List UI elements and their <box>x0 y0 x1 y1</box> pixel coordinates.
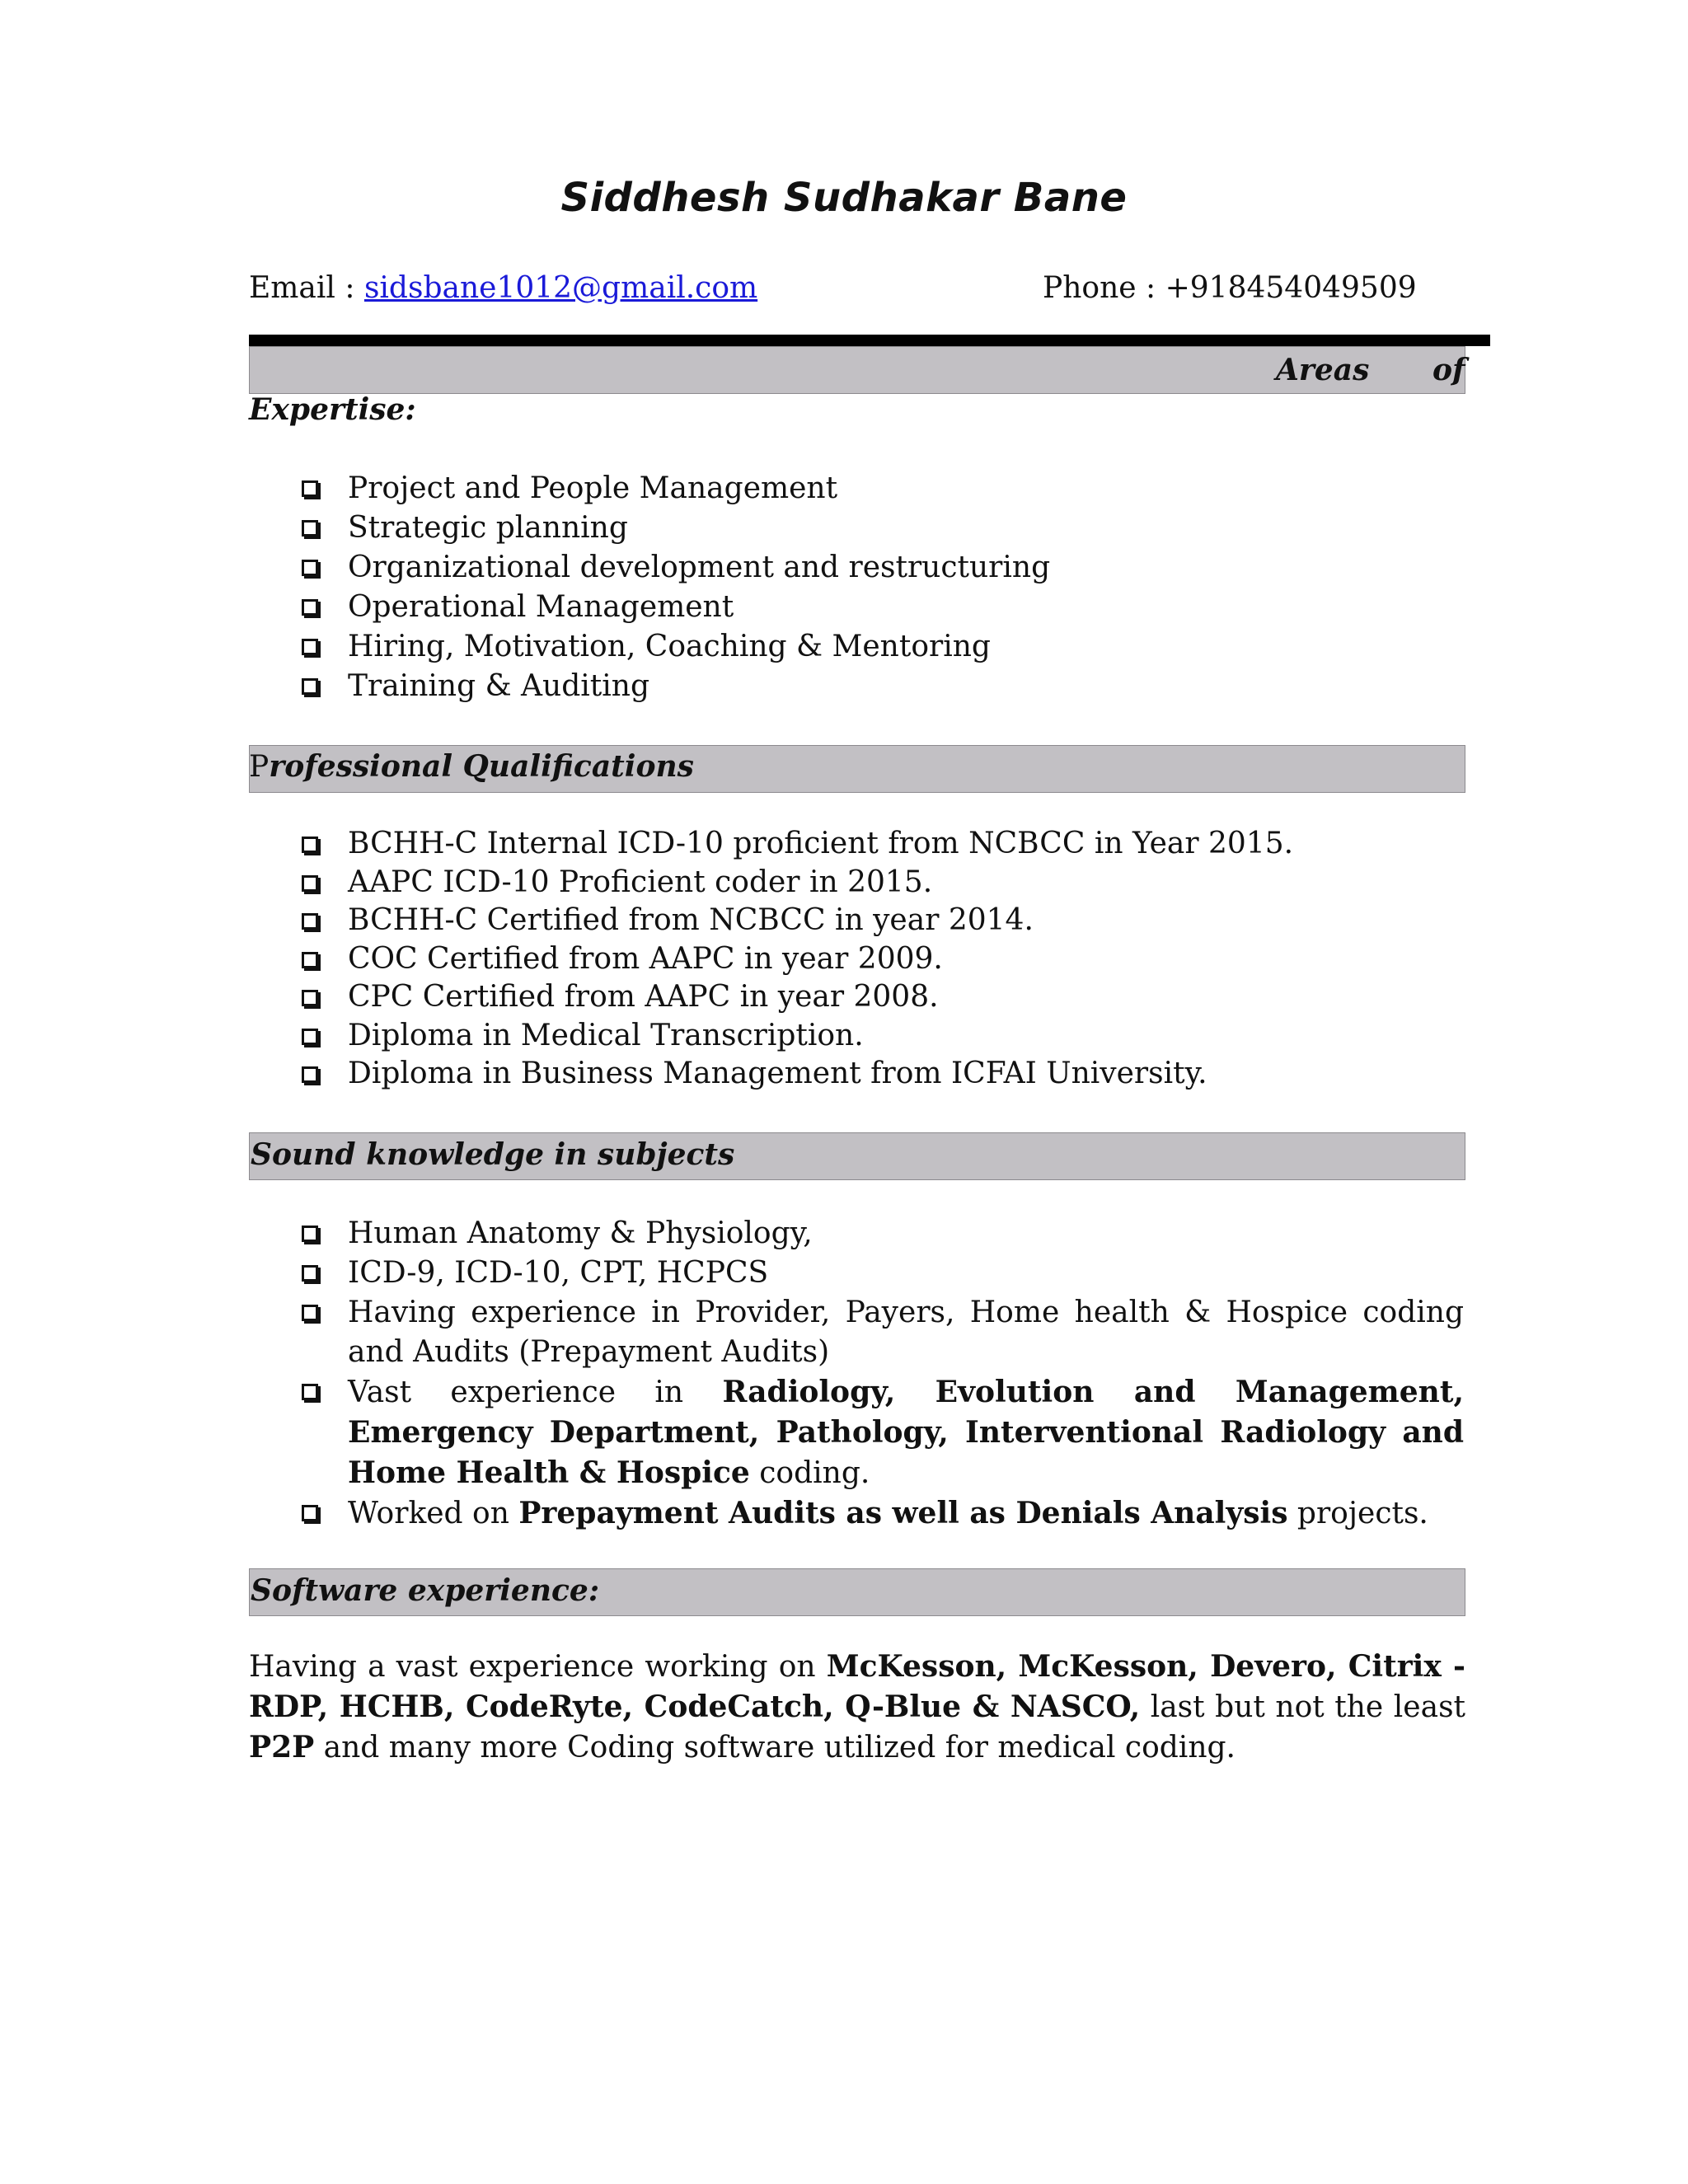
list-item: Hiring, Motivation, Coaching & Mentoring <box>298 627 1464 667</box>
header-divider <box>249 335 1490 346</box>
list-item: CPC Certified from AAPC in year 2008. <box>298 978 1464 1017</box>
email-link[interactable]: sidsbane1012@gmail.com <box>363 271 758 305</box>
checkbox-bullet-icon <box>302 837 318 853</box>
checkbox-bullet-icon <box>302 1265 318 1282</box>
phone-label: Phone : <box>1043 271 1156 305</box>
checkbox-bullet-icon <box>302 1066 318 1083</box>
list-item: Human Anatomy & Physiology, <box>298 1214 1464 1254</box>
checkbox-bullet-icon <box>302 1305 318 1321</box>
checkbox-bullet-icon <box>302 990 318 1006</box>
list-item: Diploma in Business Management from ICFAI University. <box>298 1055 1464 1094</box>
expertise-title-areas: Areas <box>1276 353 1370 387</box>
list-item: Training & Auditing <box>298 667 1464 706</box>
expertise-title-of: of <box>1432 353 1465 387</box>
software-paragraph: Having a vast experience working on McKesson, McKesson, Devero, Citrix - RDP, HCHB, CodeRyte, CodeCatch, Q-Blue & NASCO, last but not the least P2P and many more Coding software utilized for medical coding. <box>249 1649 1466 1765</box>
checkbox-bullet-icon <box>302 1029 318 1045</box>
checkbox-bullet-icon <box>302 1384 318 1400</box>
list-item: Strategic planning <box>298 509 1464 548</box>
list-item: Worked on Prepayment Audits as well as Denials Analysis projects. <box>298 1493 1464 1534</box>
checkbox-bullet-icon <box>302 913 318 930</box>
email-label: Email : <box>249 271 355 305</box>
knowledge-list <box>298 1214 1464 1534</box>
list-item: BCHH-C Internal ICD-10 proficient from NCBCC in Year 2015. <box>298 825 1464 864</box>
checkbox-bullet-icon <box>302 1226 318 1242</box>
phone-line <box>1043 269 1417 308</box>
list-item: Vast experience in Radiology, Evolution and Management, Emergency Department, Pathology, Interventional Radiology and Home Health & Hospice coding. <box>298 1372 1464 1493</box>
knowledge-title: Sound knowledge in subjects <box>251 1137 735 1172</box>
checkbox-bullet-icon <box>302 875 318 892</box>
qualifications-title: Professional Qualifications <box>249 749 694 784</box>
phone-number: +918454049509 <box>1165 271 1417 305</box>
list-item: Operational Management <box>298 588 1464 627</box>
software-title: Software experience: <box>251 1573 600 1608</box>
list-item: Project and People Management <box>298 469 1464 509</box>
checkbox-bullet-icon <box>302 952 318 968</box>
checkbox-bullet-icon <box>302 639 318 655</box>
checkbox-bullet-icon <box>302 480 318 497</box>
checkbox-bullet-icon <box>302 678 318 695</box>
email-line <box>249 269 757 308</box>
qualifications-list <box>298 825 1464 1094</box>
checkbox-bullet-icon <box>302 520 318 537</box>
checkbox-bullet-icon <box>302 599 318 616</box>
expertise-title-expertise: Expertise: <box>249 392 416 427</box>
checkbox-bullet-icon <box>302 1505 318 1521</box>
checkbox-bullet-icon <box>302 560 318 576</box>
list-item: Diploma in Medical Transcription. <box>298 1017 1464 1056</box>
list-item: Having experience in Provider, Payers, Home health & Hospice coding and Audits (Prepayment Audits) <box>298 1293 1464 1372</box>
list-item: Organizational development and restructuring <box>298 548 1464 588</box>
candidate-name: Siddhesh Sudhakar Bane <box>560 175 1128 221</box>
expertise-list <box>298 469 1464 706</box>
list-item: ICD-9, ICD-10, CPT, HCPCS <box>298 1254 1464 1293</box>
list-item: BCHH-C Certified from NCBCC in year 2014. <box>298 902 1464 940</box>
list-item: COC Certified from AAPC in year 2009. <box>298 940 1464 979</box>
list-item: AAPC ICD-10 Proficient coder in 2015. <box>298 864 1464 902</box>
